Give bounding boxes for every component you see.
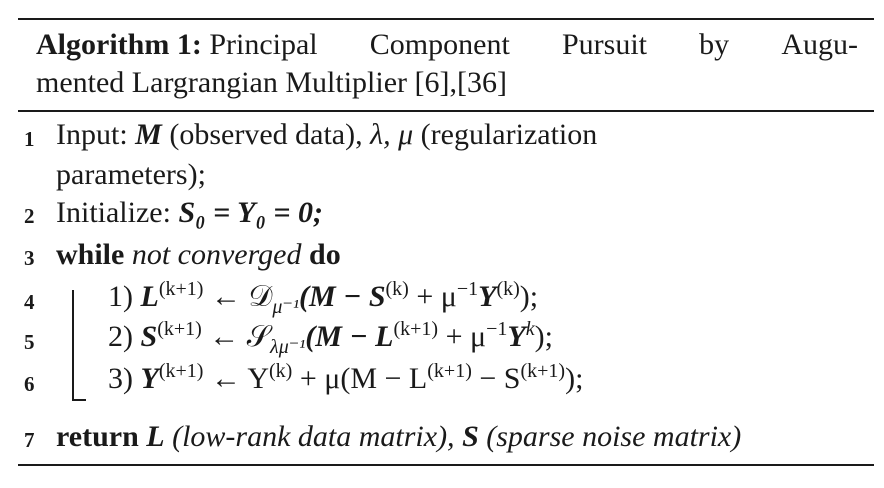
line-number: 1 (24, 127, 35, 151)
line-number: 4 (24, 290, 35, 314)
caption-rule (18, 110, 874, 112)
top-rule (18, 18, 874, 20)
algo-line-return: return L (low-rank data matrix), S (sparse noise matrix) (56, 420, 742, 453)
line-number: 7 (24, 428, 35, 452)
algo-line-input-cont: parameters); (56, 158, 206, 191)
algo-line-step-2: 2) $S^{(k+1)}$ ← 𝒮$_{\lambda\mu^{-1}}$(M − $L^{(k+1)} + \mu^{-1}Y^k$); (108, 318, 553, 358)
algo-line-step-1: 1) $L^{(k+1)}$ ← 𝒟$_{\mu^{-1}}$(M − $S^{(k)} + \mu^{-1}Y^{(k)}$); (108, 278, 539, 318)
loop-bracket (72, 290, 74, 400)
bottom-rule (18, 464, 874, 466)
algo-line-step-3: 3) $Y^{(k+1)}$ ← $Y^{(k)} + \mu(M - L^{(k+1)} - S^{(k+1)})$; (108, 360, 584, 395)
algorithm-caption: Algorithm 1: Principal Component Pursuit by Augu- mented Largrangian Multiplier [6],[36] (36, 26, 858, 102)
loop-bracket-foot (72, 399, 86, 401)
algorithm-label: Algorithm 1: (36, 28, 202, 61)
line-number: 5 (24, 330, 35, 354)
algo-line-while: while not converged do (56, 238, 341, 271)
line-number: 6 (24, 372, 35, 396)
line-number: 2 (24, 204, 35, 228)
algo-line-input: Input: M (observed data), λ, μ (regularization (56, 118, 598, 151)
algo-line-init: Initialize: S₀ = Y₀ = 0; (56, 196, 324, 229)
caption-line-2: mented Largrangian Multiplier [6],[36] (36, 66, 507, 99)
line-number: 3 (24, 246, 35, 270)
